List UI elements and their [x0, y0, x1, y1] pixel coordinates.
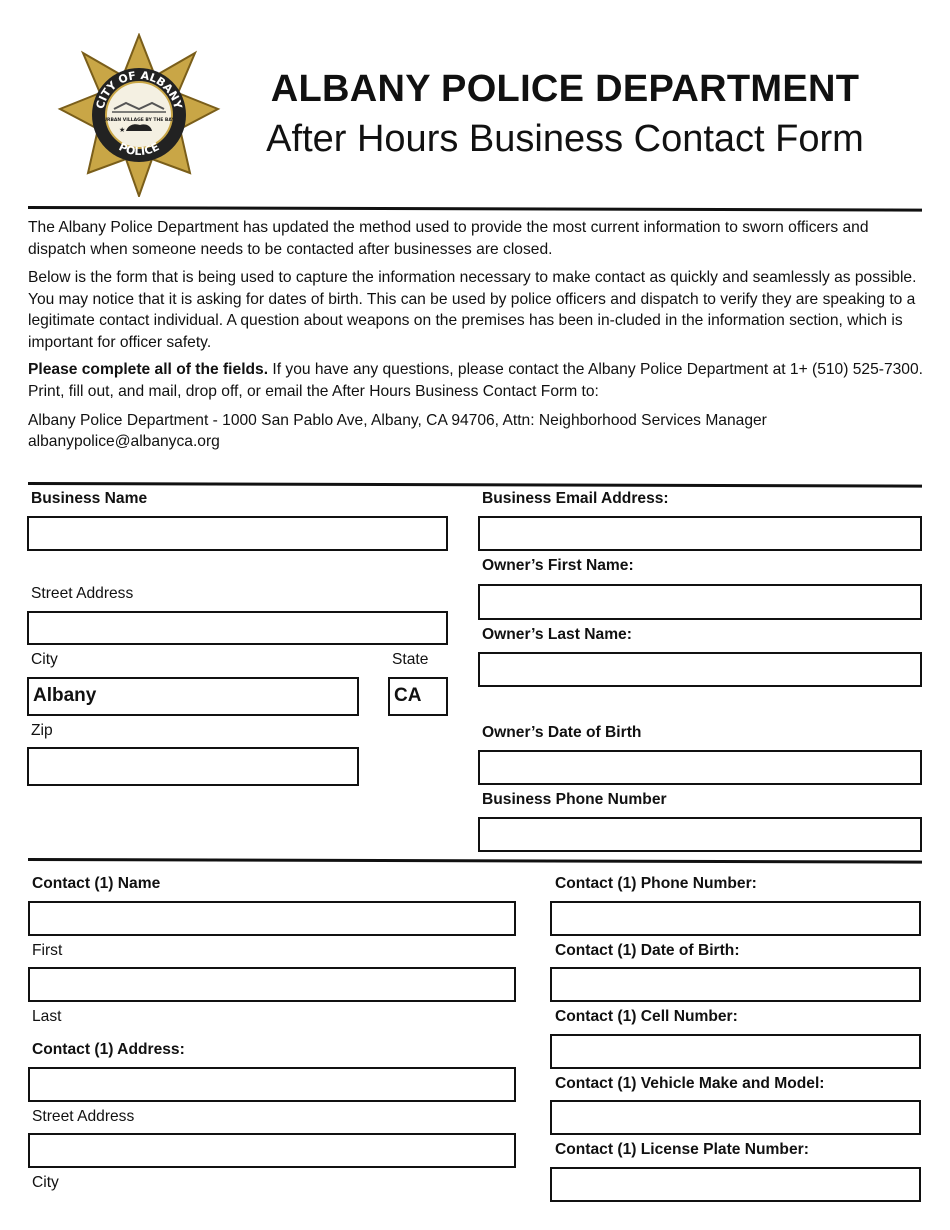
owner-first-name-input[interactable] [478, 584, 922, 620]
business-name-label: Business Name [31, 490, 148, 507]
contact1-address-label: Contact (1) Address: [32, 1041, 185, 1058]
instructions-emphasis: Please complete all of the fields. [28, 361, 269, 378]
zip-input[interactable] [27, 747, 359, 786]
contact1-street-input[interactable] [28, 1067, 516, 1102]
contact-email: albanypolice@albanyca.org [28, 433, 220, 450]
seal-ring-top-text: CITY OF ALBANY [93, 68, 185, 111]
contact1-plate-input[interactable] [550, 1167, 921, 1202]
contact1-cell-input[interactable] [550, 1034, 921, 1069]
intro-paragraph-1: The Albany Police Department has updated the method used to provide the most current information to sworn officers and dispatch when someone needs to be contacted after businesses are closed. [28, 219, 869, 258]
contact1-phone-label: Contact (1) Phone Number: [555, 875, 757, 892]
owner-dob-input[interactable] [478, 750, 922, 785]
seal-motto-text: URBAN VILLAGE BY THE BAY [103, 118, 175, 123]
contact1-last-label: Last [32, 1008, 62, 1025]
owner-last-name-label: Owner’s Last Name: [482, 626, 632, 643]
seal-inner-disc [106, 82, 172, 148]
city-value: Albany [33, 685, 97, 706]
contact1-first-name-input[interactable] [28, 901, 516, 936]
owner-dob-label: Owner’s Date of Birth [482, 724, 642, 741]
street-address-label: Street Address [31, 585, 134, 602]
business-email-label: Business Email Address: [482, 490, 669, 507]
contact1-vehicle-label: Contact (1) Vehicle Make and Model: [555, 1075, 825, 1092]
state-value: CA [394, 685, 422, 706]
mailing-address: Albany Police Department - 1000 San Pablo Ave, Albany, CA 94706, Attn: Neighborhood Services Manager [28, 412, 767, 429]
business-phone-label: Business Phone Number [482, 791, 667, 808]
state-input[interactable] [388, 677, 448, 716]
contact-section-divider [28, 858, 922, 864]
business-phone-input[interactable] [478, 817, 922, 852]
contact1-dob-label: Contact (1) Date of Birth: [555, 942, 740, 959]
contact1-last-name-input[interactable] [28, 967, 516, 1002]
owner-last-name-input[interactable] [478, 652, 922, 687]
contact1-vehicle-input[interactable] [550, 1100, 921, 1135]
state-label: State [392, 651, 429, 668]
zip-label: Zip [31, 722, 53, 739]
contact1-street-label: Street Address [32, 1108, 135, 1125]
contact1-name-label: Contact (1) Name [32, 875, 161, 892]
page-title: ALBANY POLICE DEPARTMENT [270, 68, 860, 110]
city-input[interactable] [27, 677, 359, 716]
police-seal-logo [56, 33, 222, 197]
owner-first-name-label: Owner’s First Name: [482, 557, 634, 574]
contact1-city-label: City [32, 1174, 59, 1191]
city-label: City [31, 651, 58, 668]
header-divider [28, 206, 922, 212]
contact1-dob-input[interactable] [550, 967, 921, 1002]
street-address-input[interactable] [27, 611, 448, 645]
contact1-plate-label: Contact (1) License Plate Number: [555, 1141, 809, 1158]
contact1-first-label: First [32, 942, 63, 959]
intro-paragraph-2: Below is the form that is being used to capture the information necessary to make contact as quickly and seamlessly as possible. You may notice that it is asking for dates of birth. This can be used by police officers and dispatch to verify they are speaking to a legitimate contact individual. A question about weapons on the premises has been in-cluded in the information section, which is important for officer safety. [28, 269, 917, 351]
contact1-city-input[interactable] [28, 1133, 516, 1168]
contact1-phone-input[interactable] [550, 901, 921, 936]
star-icon: ★ [119, 127, 126, 134]
instructions-text: If you have any questions, please contact the Albany Police Department at 1+ (510) 525-7300. Print, fill out, and mail, drop off, or email the After Hours Business Contact Form to: [28, 361, 923, 400]
business-name-input[interactable] [27, 516, 448, 551]
business-section-divider [28, 482, 922, 488]
seal-ring-bottom-text: POLICE [116, 140, 162, 159]
contact1-cell-label: Contact (1) Cell Number: [555, 1008, 738, 1025]
business-email-input[interactable] [478, 516, 922, 551]
page-subtitle: After Hours Business Contact Form [266, 118, 864, 160]
intro-paragraph-3 [28, 359, 923, 402]
